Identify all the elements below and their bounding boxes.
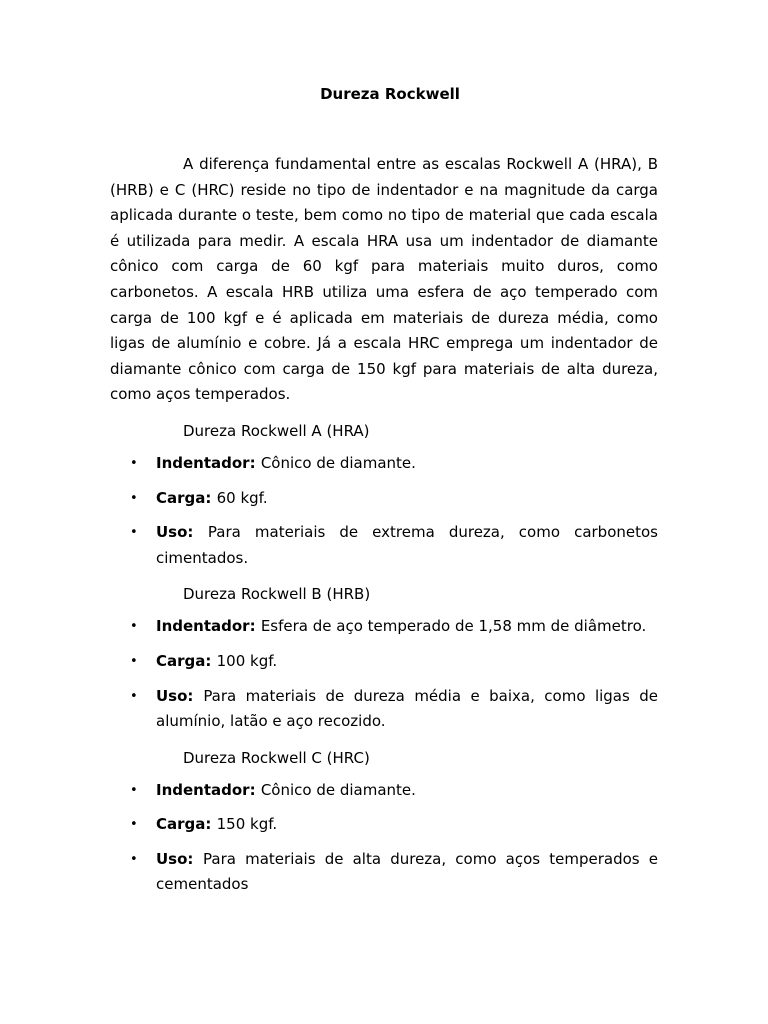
bullet-icon: • xyxy=(130,688,138,704)
list-item xyxy=(110,614,658,640)
property-list xyxy=(110,451,658,571)
section-heading: Dureza Rockwell C (HRC) xyxy=(183,748,370,767)
bullet-icon: • xyxy=(130,653,138,669)
property-key: Uso: xyxy=(156,523,208,542)
bullet-icon: • xyxy=(130,490,138,506)
list-item xyxy=(110,778,658,804)
intro-paragraph: A diferença fundamental entre as escalas Rockwell A (HRA), B (HRB) e C (HRC) reside no tipo de indentador e na magnitude da carga aplicada durante o teste, bem como no tipo de material que cada escala é utilizada para medir. A escala HRA usa um indentador de diamante cônico com carga de 60 kgf para materiais muito duros, como carbonetos. A escala HRB utiliza uma esfera de aço temperado com carga de 100 kgf e é aplicada em materiais de dureza média, como ligas de alumínio e cobre. Já a escala HRC emprega um indentador de diamante cônico com carga de 150 kgf para materiais de alta dureza, como aços temperados. xyxy=(110,155,658,404)
property-value: 60 kgf. xyxy=(216,488,268,507)
section-heading: Dureza Rockwell B (HRB) xyxy=(183,585,371,604)
property-value: Cônico de diamante. xyxy=(260,780,416,799)
property-key: Uso: xyxy=(156,849,204,868)
property-key: Indentador: xyxy=(156,780,261,799)
section-hrc xyxy=(110,747,658,898)
section-hra xyxy=(110,420,658,571)
property-value: 100 kgf. xyxy=(216,651,278,670)
page-title: Dureza Rockwell xyxy=(320,85,460,103)
list-item xyxy=(110,847,658,898)
list-item xyxy=(110,520,658,571)
property-key: Indentador: xyxy=(156,617,261,636)
property-key: Uso: xyxy=(156,686,204,705)
property-value: 150 kgf. xyxy=(216,815,278,834)
property-value: Para materiais de extrema dureza, como carbonetos cimentados. xyxy=(156,523,658,567)
bullet-icon: • xyxy=(130,817,138,833)
bullet-icon: • xyxy=(130,525,138,541)
list-item xyxy=(110,812,658,838)
property-value: Para materiais de dureza média e baixa, como ligas de alumínio, latão e aço recozido. xyxy=(156,686,658,731)
section-heading: Dureza Rockwell A (HRA) xyxy=(183,421,370,440)
property-list xyxy=(110,778,658,898)
bullet-icon: • xyxy=(130,851,138,867)
property-key: Carga: xyxy=(156,815,217,834)
bullet-icon: • xyxy=(130,619,138,635)
section-hrb xyxy=(110,583,658,734)
property-list xyxy=(110,614,658,734)
property-value: Esfera de aço temperado de 1,58 mm de diâmetro. xyxy=(260,617,647,636)
list-item xyxy=(110,649,658,675)
property-value: Para materiais de alta dureza, como aços temperados e cementados xyxy=(156,849,658,894)
bullet-icon: • xyxy=(130,782,138,798)
property-key: Indentador: xyxy=(156,453,261,472)
property-value: Cônico de diamante. xyxy=(260,453,416,472)
bullet-icon: • xyxy=(130,455,138,471)
list-item xyxy=(110,451,658,477)
list-item xyxy=(110,684,658,735)
property-key: Carga: xyxy=(156,651,217,670)
list-item xyxy=(110,486,658,512)
property-key: Carga: xyxy=(156,488,217,507)
